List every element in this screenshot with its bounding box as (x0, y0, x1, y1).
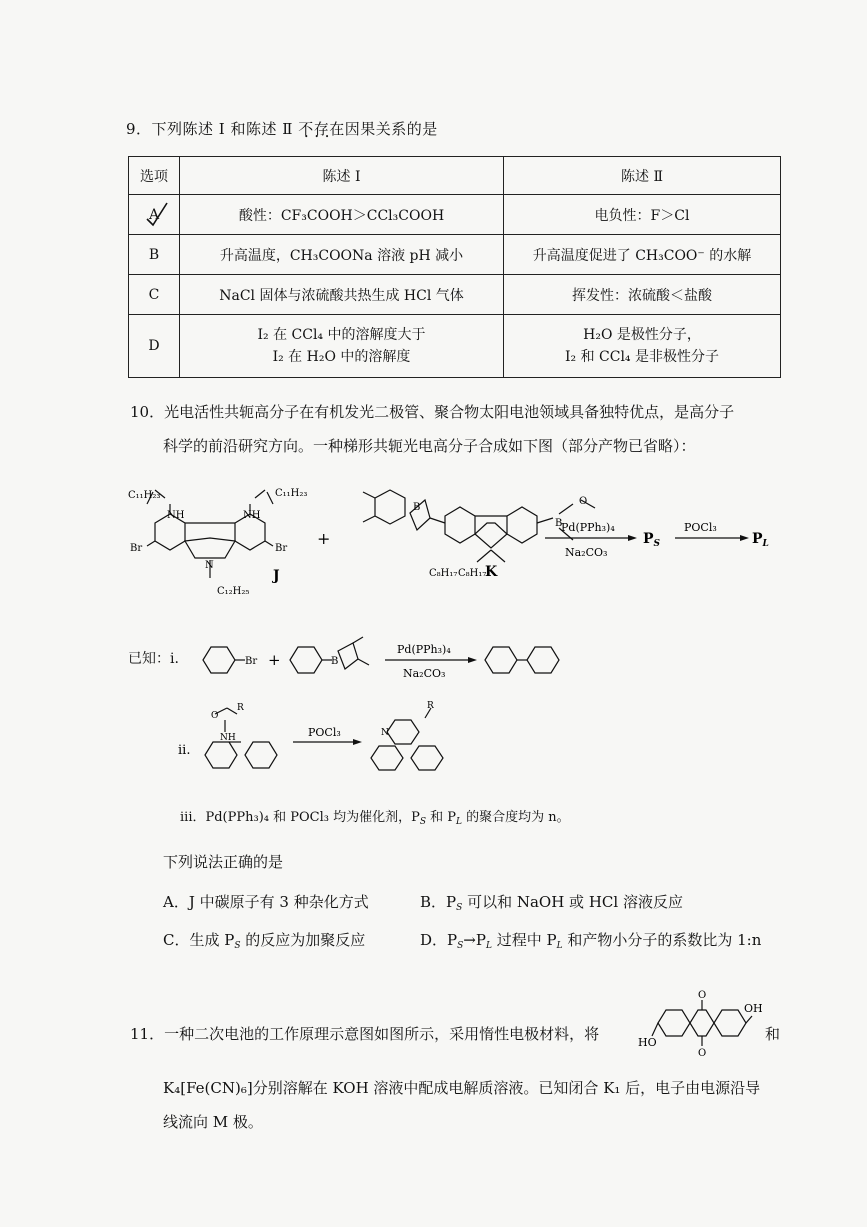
known-iii (180, 806, 570, 827)
anthraquinone-structure (636, 988, 766, 1058)
known-ii-label: ii. (178, 743, 191, 758)
bottom-oxygen: O (698, 1048, 707, 1058)
option-b: B (129, 235, 180, 275)
row-d-statement-1-line1: I₂ 在 CCl₄ 中的溶解度大于 (257, 327, 426, 343)
q10-line2: 科学的前沿研究方向。一种梯形共轭光电高分子合成如下图（部分产物已省略）： (163, 437, 696, 455)
catalyst-2: POCl₃ (684, 521, 717, 534)
oh-group: OH (744, 1002, 763, 1015)
row-d-statement-2 (504, 315, 781, 378)
base-1: Na₂CO₃ (565, 546, 608, 559)
option-c-tail: 的反应为加聚反应 (240, 931, 366, 949)
header-option: 选项 (129, 157, 180, 195)
option-c-text: C．生成 P (163, 931, 235, 949)
q9-title-text: 9．下列陈述 Ⅰ 和陈述 Ⅱ (126, 120, 293, 138)
q11-line2: K₄[Fe(CN)₆]分别溶解在 KOH 溶液中配成电解质溶液。已知闭合 K₁ 后，电子由电源沿导 (163, 1079, 761, 1097)
product-ps: $P_S$ (643, 531, 661, 549)
table-row-b (129, 235, 781, 275)
row-d-statement-2-line2: I₂ 和 CCl₄ 是非极性分子 (564, 349, 719, 365)
known-ii-r: R (237, 703, 244, 713)
row-d-statement-1-line2: I₂ 在 H₂O 中的溶解度 (272, 349, 411, 365)
row-c-statement-2: 挥发性：浓硫酸＜盐酸 (504, 275, 781, 315)
plus-sign: + (317, 529, 331, 548)
row-d-statement-1 (180, 315, 504, 378)
known-ii-o: O (211, 711, 219, 721)
table-row-c (129, 275, 781, 315)
row-b-statement-2: 升高温度促进了 CH₃COO⁻ 的水解 (504, 235, 781, 275)
option-d-text: D．P (420, 931, 458, 949)
reaction-scheme (125, 478, 785, 603)
option-d-sub2: L (485, 941, 492, 951)
table-row-a (129, 195, 781, 235)
q9-title (126, 118, 438, 139)
option-d-mid: 过程中 P (491, 931, 557, 949)
known-i-scheme (195, 635, 590, 685)
j-alkyl-left: C₁₁H₂₃ (128, 490, 161, 501)
q11-line1-tail: 和 (765, 1025, 781, 1043)
k-oxygen: O (579, 496, 588, 507)
j-alkyl-right: C₁₁H₂₃ (275, 488, 308, 499)
k-alkyl-2: C₈H₁₇ (458, 568, 487, 579)
q10-option-d (420, 926, 761, 960)
top-oxygen: O (698, 990, 707, 1001)
known-i-boron: B (331, 656, 339, 667)
row-b-statement-1: 升高温度，CH₃COONa 溶液 pH 减小 (180, 235, 504, 275)
option-b-sub: S (456, 903, 463, 913)
q10-option-b (420, 888, 683, 922)
j-nitrogen: N (205, 560, 214, 571)
q10-line1: 10．光电活性共轭高分子在有机发光二极管、聚合物太阳电池领域具备独特优点，是高分子 (130, 403, 735, 421)
row-d-statement-2-line1: H₂O 是极性分子， (583, 327, 701, 343)
q9-title-tail: 因果关系的是 (344, 120, 438, 138)
option-b-text: B．P (420, 893, 457, 911)
row-a-statement-1: 酸性：CF₃COOH＞CCl₃COOH (180, 195, 504, 235)
q10-ask: 下列说法正确的是 (163, 853, 284, 871)
product-pl: $P_L$ (752, 531, 769, 549)
k-boron-left: B (413, 502, 421, 513)
j-br-left: Br (130, 543, 143, 554)
q10-option-a: A．J 中碳原子有 3 种杂化方式 (163, 893, 369, 911)
row-a-statement-2: 电负性：F＞Cl (504, 195, 781, 235)
k-label: K (485, 564, 498, 580)
row-c-statement-1: NaCl 固体与浓硫酸共热生成 HCl 气体 (180, 275, 504, 315)
option-a-label: A (148, 206, 160, 223)
j-br-right: Br (275, 543, 288, 554)
option-b-tail: 可以和 NaOH 或 HCl 溶液反应 (462, 893, 683, 911)
known-iii-pl-sub: L (456, 817, 463, 827)
checkmark-icon (145, 201, 169, 227)
known-ii-nh: NH (220, 733, 236, 743)
ho-group: HO (638, 1036, 657, 1049)
option-a (129, 195, 180, 235)
table-row-d (129, 315, 781, 378)
known-iii-mid: 和 P (426, 810, 457, 825)
known-i-plus: + (268, 651, 281, 669)
known-iii-tail: 的聚合度均为 n。 (462, 810, 570, 825)
q9-table (128, 156, 781, 378)
k-alkyl-1: C₈H₁₇ (429, 568, 458, 579)
known-i-base: Na₂CO₃ (403, 667, 446, 680)
option-c: C (129, 275, 180, 315)
table-header-row (129, 157, 781, 195)
j-nh-left: NH (167, 510, 185, 521)
q10-option-c (163, 926, 365, 960)
header-statement-2: 陈述 Ⅱ (504, 157, 781, 195)
known-ii-product-r: R (427, 701, 434, 711)
known-iii-ps-sub: S (419, 817, 427, 827)
option-d-tail: 和产物小分子的系数比为 1:n (562, 931, 762, 949)
q11-line1: 11．一种二次电池的工作原理示意图如图所示，采用惰性电极材料，将 (130, 1025, 600, 1043)
j-nh-right: NH (243, 510, 261, 521)
known-i-br: Br (245, 656, 258, 667)
q9-title-emphasis: 不存在 • • • (298, 118, 345, 139)
header-statement-1: 陈述 Ⅰ (180, 157, 504, 195)
known-iii-text: iii．Pd(PPh₃)₄ 和 POCl₃ 均为催化剂，P (180, 810, 420, 825)
j-alkyl-n: C₁₂H₂₅ (217, 586, 250, 597)
catalyst-1: Pd(PPh₃)₄ (561, 521, 615, 534)
option-d: D (129, 315, 180, 378)
known-ii-scheme (175, 700, 475, 785)
option-c-sub: S (234, 941, 241, 951)
known-ii-n: N (381, 728, 389, 738)
known-label: 已知：i. (128, 651, 179, 667)
known-i-catalyst: Pd(PPh₃)₄ (397, 643, 451, 656)
option-d-sub1: S (457, 941, 464, 951)
q11-line3: 线流向 M 极。 (163, 1113, 263, 1131)
known-ii-catalyst: POCl₃ (308, 726, 341, 739)
k-boron-right: B (555, 518, 563, 529)
option-d-arrow: →P (463, 931, 486, 949)
option-d-sub3: L (556, 941, 563, 951)
j-label: J (273, 568, 280, 584)
